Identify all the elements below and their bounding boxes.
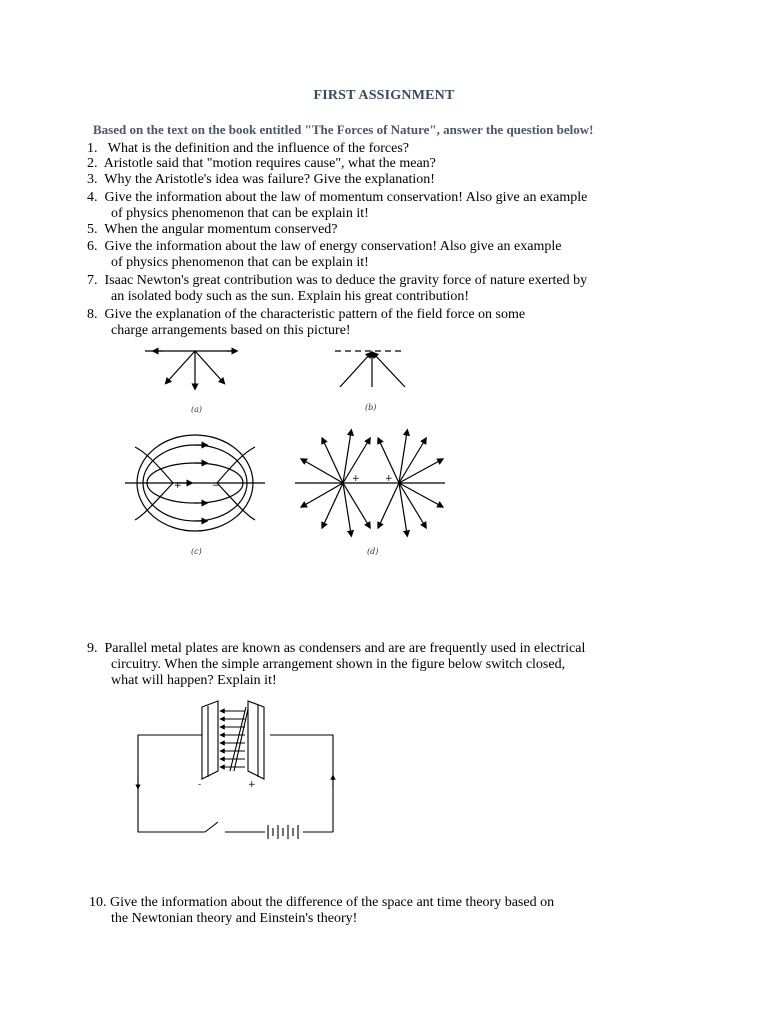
question-text-cont: of physics phenomenon that can be explain it! — [111, 255, 369, 270]
capacitor-right-plate — [248, 701, 264, 779]
question-1 — [87, 141, 409, 157]
charge-plus: + — [174, 481, 182, 491]
question-7 — [87, 273, 587, 305]
capacitor-left-plate — [202, 701, 218, 779]
question-text: Give the information about the law of energy conservation! Also give an example — [104, 239, 562, 254]
question-number: 10. — [89, 895, 107, 910]
field-diagram-a — [145, 351, 235, 387]
battery-icon — [268, 825, 298, 839]
field-diagram-c — [125, 435, 265, 531]
capacitor-minus-label: - — [198, 780, 202, 790]
charge-plus: + — [385, 474, 393, 484]
question-text-cont: of physics phenomenon that can be explain it! — [111, 206, 369, 221]
question-text: Why the Aristotle's idea was failure? Give the explanation! — [104, 172, 435, 187]
question-2 — [87, 156, 436, 172]
question-number: 3. — [87, 172, 98, 187]
document-intro: Based on the text on the book entitled "The Forces of Nature", answer the question below! — [93, 122, 594, 137]
question-8 — [87, 307, 525, 339]
question-number: 9. — [87, 641, 98, 656]
question-text-cont: an isolated body such as the sun. Explain his great contribution! — [111, 289, 470, 304]
question-number: 2. — [87, 156, 98, 171]
question-text: Give the explanation of the characteristic pattern of the field force on some — [104, 307, 526, 322]
question-number: 6. — [87, 239, 98, 254]
question-text: Isaac Newton's great contribution was to deduce the gravity force of nature exerted by — [104, 273, 588, 288]
question-number: 5. — [87, 222, 98, 237]
question-number: 8. — [87, 307, 98, 322]
question-5 — [87, 222, 338, 238]
question-text-cont: circuitry. When the simple arrangement shown in the figure below switch closed, — [111, 657, 566, 672]
label-c: (c) — [191, 547, 202, 556]
label-a: (a) — [191, 405, 203, 414]
capacitor-circuit-figure — [130, 697, 340, 842]
label-b: (b) — [365, 403, 377, 412]
question-text: Give the information about the difference of the space ant time theory based on — [110, 895, 555, 910]
question-number: 4. — [87, 190, 98, 205]
field-diagram-b — [335, 351, 405, 387]
question-text: What is the definition and the influence of the forces? — [107, 141, 410, 156]
question-number: 7. — [87, 273, 98, 288]
field-diagram-d — [295, 432, 445, 534]
field-lines-figure — [115, 342, 455, 562]
question-text-cont: what will happen? Explain it! — [111, 673, 277, 688]
question-6 — [87, 239, 561, 271]
question-text: Aristotle said that "motion requires cause", what the mean? — [103, 156, 436, 171]
question-text-cont: the Newtonian theory and Einstein's theory! — [111, 911, 358, 926]
question-3 — [87, 172, 435, 188]
question-10 — [89, 895, 554, 927]
capacitor-plus-label: + — [248, 780, 256, 790]
question-text: When the angular momentum conserved? — [104, 222, 338, 237]
label-d: (d) — [367, 547, 379, 556]
question-number: 1. — [87, 141, 98, 156]
charge-plus: + — [352, 474, 360, 484]
charge-minus: − — [212, 481, 220, 491]
document-title: FIRST ASSIGNMENT — [313, 88, 455, 103]
question-4 — [87, 190, 587, 222]
question-text-cont: charge arrangements based on this picture! — [111, 323, 351, 338]
question-text: Give the information about the law of momentum conservation! Also give an example — [104, 190, 588, 205]
field-arrows — [222, 707, 248, 771]
question-text: Parallel metal plates are known as condensers and are are frequently used in electrical — [104, 641, 586, 656]
question-9 — [87, 641, 585, 689]
